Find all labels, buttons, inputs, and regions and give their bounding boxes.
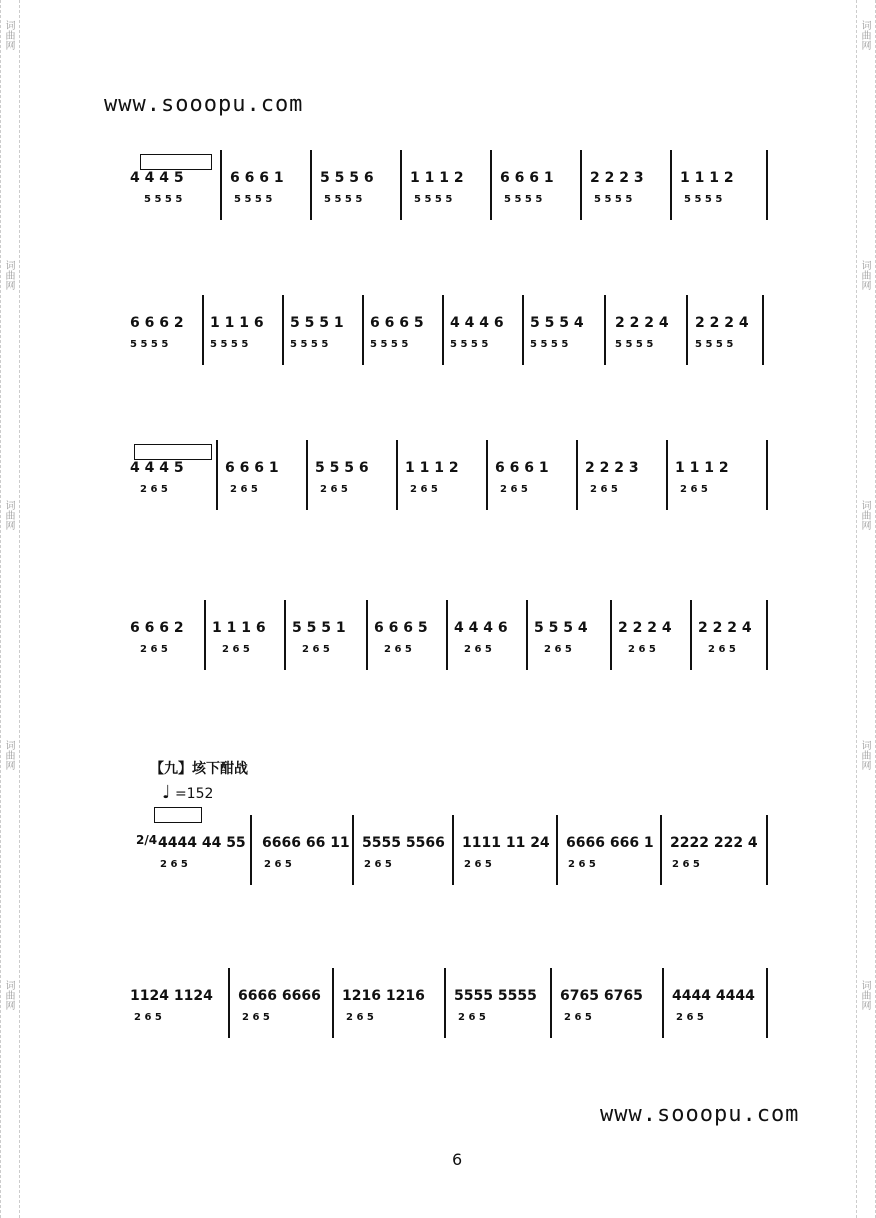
bass-measure: 2 6 5 <box>676 1012 704 1023</box>
melody-measure: 5 5 5 1 <box>290 315 344 331</box>
bass-measure: 2 6 5 <box>222 644 250 655</box>
bass-measure: 5 5 5 5 <box>414 194 453 205</box>
watermark-text: 词曲网 <box>3 980 14 1010</box>
bass-measure: 5 5 5 5 <box>695 339 734 350</box>
bass-measure: 2 6 5 <box>134 1012 162 1023</box>
page-number: 6 <box>452 1150 463 1169</box>
bass-measure: 5 5 5 5 <box>324 194 363 205</box>
bar-line <box>444 968 446 1038</box>
bass-measure: 2 6 5 <box>320 484 348 495</box>
score-row-5 <box>130 815 770 895</box>
bass-measure: 2 6 5 <box>628 644 656 655</box>
bar-line <box>352 815 354 885</box>
melody-measure: 6 6 6 2 <box>130 620 184 636</box>
melody-measure: 2 2 2 4 <box>615 315 669 331</box>
watermark-text: 词曲网 <box>3 20 14 50</box>
melody-measure: 5555 5555 <box>454 988 537 1004</box>
bar-line <box>522 295 524 365</box>
melody-measure: 1 1 1 2 <box>405 460 459 476</box>
melody-measure: 4 4 4 5 <box>130 460 184 476</box>
melody-measure: 5 5 5 4 <box>534 620 588 636</box>
bass-measure: 2 6 5 <box>140 644 168 655</box>
bar-line <box>666 440 668 510</box>
watermark-text: 词曲网 <box>859 740 870 770</box>
bar-line <box>670 150 672 220</box>
melody-measure: 1 1 1 2 <box>410 170 464 186</box>
bar-line <box>662 968 664 1038</box>
bowing-bracket <box>134 444 212 460</box>
time-signature: 2/4 <box>136 833 158 847</box>
bar-line <box>576 440 578 510</box>
quarter-note-icon: ♩ <box>162 782 171 803</box>
bass-measure: 2 6 5 <box>680 484 708 495</box>
bar-line <box>250 815 252 885</box>
score-row-4 <box>130 600 770 680</box>
bar-line <box>282 295 284 365</box>
bass-measure: 5 5 5 5 <box>370 339 409 350</box>
bar-line <box>766 968 768 1038</box>
bar-line <box>400 150 402 220</box>
bass-measure: 2 6 5 <box>458 1012 486 1023</box>
watermark-text: 词曲网 <box>3 740 14 770</box>
melody-measure: 2222 222 4 <box>670 835 758 851</box>
bar-line <box>446 600 448 670</box>
bass-measure: 2 6 5 <box>140 484 168 495</box>
bar-line <box>660 815 662 885</box>
watermark-text: 词曲网 <box>859 980 870 1010</box>
site-url-bottom: www.sooopu.com <box>600 1102 800 1127</box>
melody-measure: 2 2 2 4 <box>698 620 752 636</box>
melody-measure: 2 2 2 3 <box>585 460 639 476</box>
melody-measure: 6765 6765 <box>560 988 643 1004</box>
bass-measure: 2 6 5 <box>264 859 292 870</box>
left-watermark-strip <box>0 0 20 1218</box>
bar-line <box>284 600 286 670</box>
bass-measure: 5 5 5 5 <box>210 339 249 350</box>
melody-measure: 4 4 4 6 <box>454 620 508 636</box>
watermark-text: 词曲网 <box>859 20 870 50</box>
bar-line <box>204 600 206 670</box>
bar-line <box>580 150 582 220</box>
bass-measure: 5 5 5 5 <box>615 339 654 350</box>
bar-line <box>452 815 454 885</box>
score-row-3 <box>130 440 770 520</box>
bar-line <box>690 600 692 670</box>
bass-measure: 2 6 5 <box>544 644 572 655</box>
melody-measure: 1 1 1 6 <box>210 315 264 331</box>
bass-measure: 2 6 5 <box>230 484 258 495</box>
melody-measure: 2 2 2 4 <box>695 315 749 331</box>
melody-measure: 5 5 5 1 <box>292 620 346 636</box>
watermark-text: 词曲网 <box>3 260 14 290</box>
bar-line <box>442 295 444 365</box>
melody-measure: 1 1 1 6 <box>212 620 266 636</box>
bar-line <box>228 968 230 1038</box>
bar-line <box>604 295 606 365</box>
bass-measure: 2 6 5 <box>364 859 392 870</box>
melody-measure: 6 6 6 1 <box>230 170 284 186</box>
bass-measure: 2 6 5 <box>590 484 618 495</box>
bass-measure: 5 5 5 5 <box>234 194 273 205</box>
watermark-text: 词曲网 <box>859 260 870 290</box>
bass-measure: 2 6 5 <box>410 484 438 495</box>
bar-line <box>366 600 368 670</box>
score-row-2 <box>130 295 770 375</box>
bass-measure: 2 6 5 <box>464 859 492 870</box>
bar-line <box>766 600 768 670</box>
bass-measure: 5 5 5 5 <box>130 339 169 350</box>
melody-measure: 4 4 4 5 <box>130 170 184 186</box>
melody-measure: 4 4 4 6 <box>450 315 504 331</box>
bass-measure: 5 5 5 5 <box>594 194 633 205</box>
tempo-marking <box>162 782 213 803</box>
melody-measure: 5 5 5 6 <box>320 170 374 186</box>
bar-line <box>362 295 364 365</box>
bass-measure: 5 5 5 5 <box>144 194 183 205</box>
bar-line <box>202 295 204 365</box>
melody-measure: 2 2 2 3 <box>590 170 644 186</box>
bowing-bracket <box>140 154 212 170</box>
bar-line <box>220 150 222 220</box>
melody-measure: 5 5 5 6 <box>315 460 369 476</box>
bass-measure: 2 6 5 <box>160 859 188 870</box>
score-row-6 <box>130 968 770 1048</box>
bass-measure: 2 6 5 <box>384 644 412 655</box>
melody-measure: 6 6 6 5 <box>374 620 428 636</box>
bass-measure: 5 5 5 5 <box>684 194 723 205</box>
bar-line <box>762 295 764 365</box>
tempo-value: =152 <box>174 786 214 802</box>
bar-line <box>686 295 688 365</box>
score-row-1 <box>130 150 770 230</box>
bar-line <box>486 440 488 510</box>
bowing-bracket <box>154 807 202 823</box>
melody-measure: 1111 11 24 <box>462 835 550 851</box>
melody-measure: 1124 1124 <box>130 988 213 1004</box>
bass-measure: 5 5 5 5 <box>290 339 329 350</box>
bass-measure: 2 6 5 <box>672 859 700 870</box>
bar-line <box>332 968 334 1038</box>
section-title: 【九】垓下酣战 <box>150 761 248 777</box>
melody-measure: 4444 4444 <box>672 988 755 1004</box>
melody-measure: 2 2 2 4 <box>618 620 672 636</box>
bar-line <box>610 600 612 670</box>
bass-measure: 5 5 5 5 <box>504 194 543 205</box>
bar-line <box>556 815 558 885</box>
bar-line <box>766 440 768 510</box>
bass-measure: 2 6 5 <box>564 1012 592 1023</box>
melody-measure: 1216 1216 <box>342 988 425 1004</box>
bass-measure: 2 6 5 <box>302 644 330 655</box>
melody-measure: 5 5 5 4 <box>530 315 584 331</box>
melody-measure: 5555 5566 <box>362 835 445 851</box>
bass-measure: 2 6 5 <box>708 644 736 655</box>
bar-line <box>306 440 308 510</box>
bar-line <box>310 150 312 220</box>
bass-measure: 5 5 5 5 <box>450 339 489 350</box>
bass-measure: 5 5 5 5 <box>530 339 569 350</box>
melody-measure: 6 6 6 1 <box>500 170 554 186</box>
bass-measure: 2 6 5 <box>464 644 492 655</box>
melody-measure: 6666 666 1 <box>566 835 654 851</box>
melody-measure: 6666 6666 <box>238 988 321 1004</box>
melody-measure: 1 1 1 2 <box>680 170 734 186</box>
watermark-text: 词曲网 <box>859 500 870 530</box>
melody-measure: 1 1 1 2 <box>675 460 729 476</box>
bar-line <box>396 440 398 510</box>
bass-measure: 2 6 5 <box>568 859 596 870</box>
melody-measure: 6 6 6 2 <box>130 315 184 331</box>
melody-measure: 6 6 6 1 <box>495 460 549 476</box>
bass-measure: 2 6 5 <box>500 484 528 495</box>
bass-measure: 2 6 5 <box>346 1012 374 1023</box>
site-url-top: www.sooopu.com <box>104 92 304 117</box>
bar-line <box>216 440 218 510</box>
melody-measure: 6666 66 11 <box>262 835 350 851</box>
melody-measure: 6 6 6 1 <box>225 460 279 476</box>
bar-line <box>766 150 768 220</box>
right-watermark-strip <box>856 0 876 1218</box>
melody-measure: 4444 44 55 <box>158 835 246 851</box>
bar-line <box>526 600 528 670</box>
watermark-text: 词曲网 <box>3 500 14 530</box>
bar-line <box>766 815 768 885</box>
bass-measure: 2 6 5 <box>242 1012 270 1023</box>
bar-line <box>490 150 492 220</box>
melody-measure: 6 6 6 5 <box>370 315 424 331</box>
bar-line <box>550 968 552 1038</box>
